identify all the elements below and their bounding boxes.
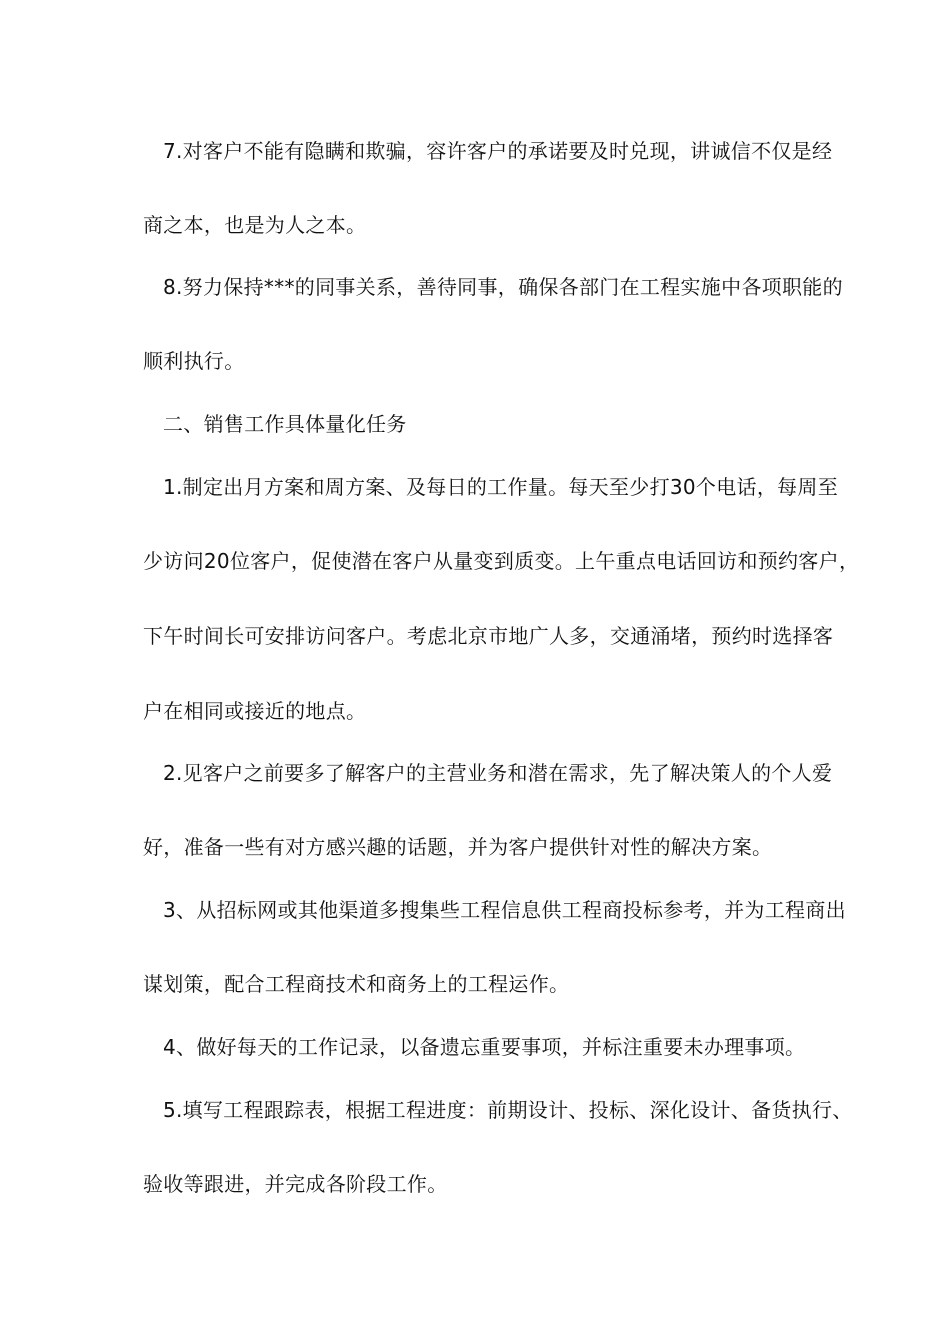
- paragraph-line: 顺利执行。: [143, 349, 245, 373]
- paragraph-line: 少访问20位客户，促使潜在客户从量变到质变。上午重点电话回访和预约客户，: [143, 549, 860, 573]
- paragraph-line: 7.对客户不能有隐瞒和欺骗，容许客户的承诺要及时兑现，讲诚信不仅是经: [163, 139, 833, 163]
- paragraph-line: 1.制定出月方案和周方案、及每日的工作量。每天至少打30个电话，每周至: [163, 475, 839, 499]
- paragraph-line: 5.填写工程跟踪表，根据工程进度：前期设计、投标、深化设计、备货执行、: [163, 1098, 853, 1122]
- section-heading: 二、销售工作具体量化任务: [163, 412, 407, 436]
- paragraph-line: 好，准备一些有对方感兴趣的话题，并为客户提供针对性的解决方案。: [143, 835, 773, 859]
- paragraph-line: 谋划策，配合工程商技术和商务上的工程运作。: [143, 972, 570, 996]
- paragraph-line: 2.见客户之前要多了解客户的主营业务和潜在需求，先了解决策人的个人爱: [163, 761, 833, 785]
- paragraph-line: 下午时间长可安排访问客户。考虑北京市地广人多，交通涌堵，预约时选择客: [143, 624, 834, 648]
- paragraph-line: 3、从招标网或其他渠道多搜集些工程信息供工程商投标参考，并为工程商出: [163, 898, 846, 922]
- paragraph-line: 验收等跟进，并完成各阶段工作。: [143, 1172, 448, 1196]
- paragraph-line: 8.努力保持***的同事关系，善待同事，确保各部门在工程实施中各项职能的: [163, 275, 843, 299]
- paragraph-line: 户在相同或接近的地点。: [143, 699, 367, 723]
- paragraph-line: 商之本，也是为人之本。: [143, 213, 367, 237]
- paragraph-line: 4、做好每天的工作记录，以备遗忘重要事项，并标注重要未办理事项。: [163, 1035, 806, 1059]
